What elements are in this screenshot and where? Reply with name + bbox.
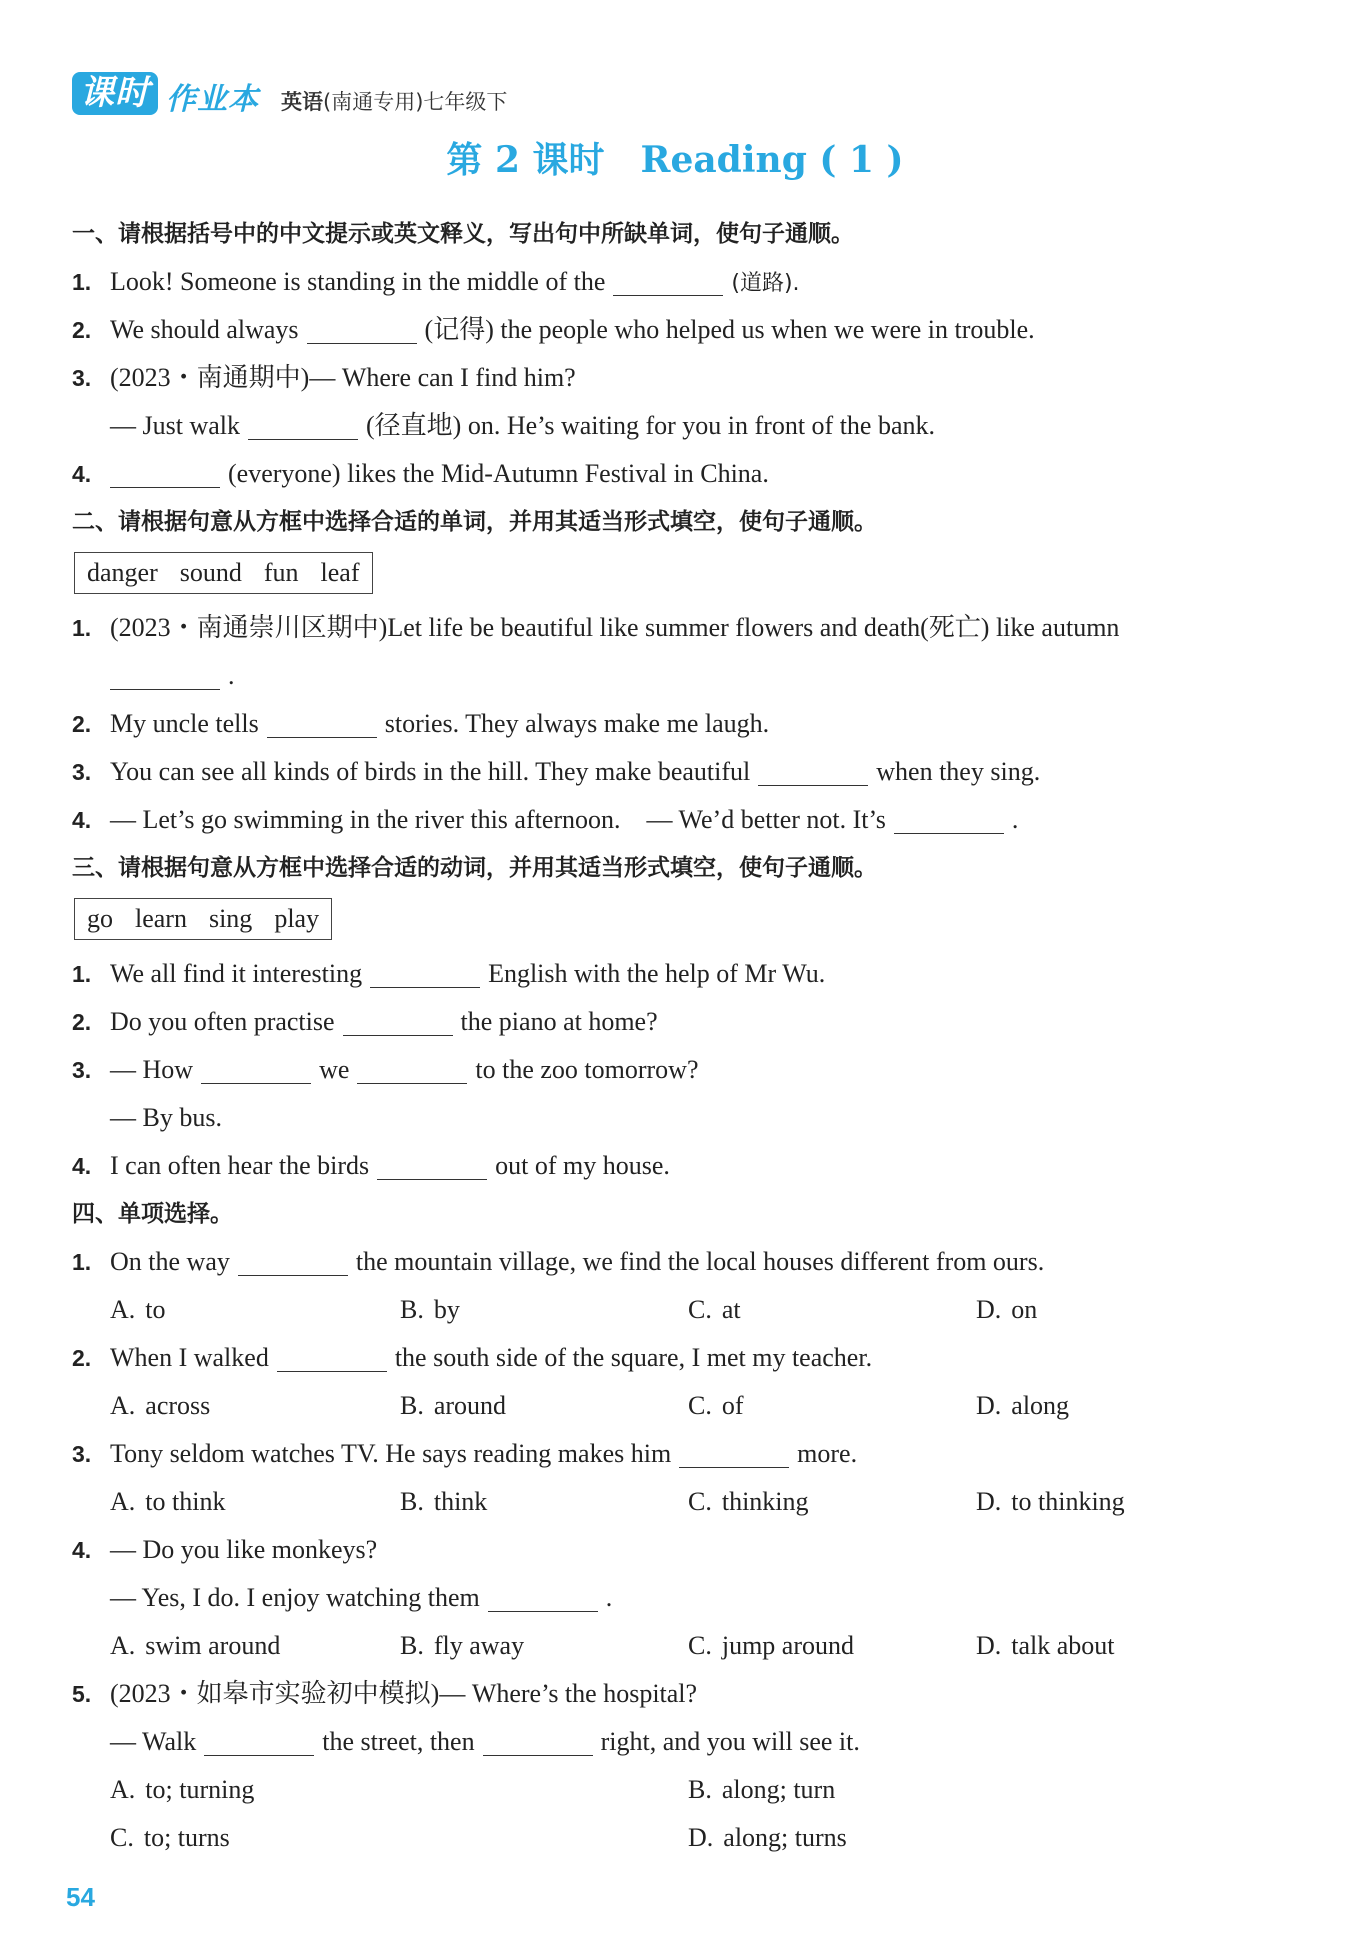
answer-blank[interactable] — [343, 1005, 453, 1036]
option-b[interactable]: B. fly away — [400, 1631, 525, 1660]
answer-blank[interactable] — [370, 957, 480, 988]
option-d[interactable]: D. along; turns — [688, 1823, 847, 1852]
option-d[interactable]: D. on — [976, 1295, 1038, 1324]
option-a[interactable]: A. swim around — [110, 1631, 281, 1660]
option-d[interactable]: D. along — [976, 1391, 1070, 1420]
answer-blank[interactable] — [488, 1581, 598, 1612]
s2-question-3: 3. You can see all kinds of birds in the hill. They make beautiful when they sing. — [72, 757, 1041, 786]
s2-question-1: 1. (2023・南通崇川区期中)Let life be beautiful like summer flowers and death(死亡) like autumn — [72, 613, 1120, 642]
answer-blank[interactable] — [204, 1725, 314, 1756]
answer-blank[interactable] — [613, 265, 723, 296]
s4-q5-options-row-2 — [72, 1814, 1282, 1862]
answer-blank[interactable] — [238, 1245, 348, 1276]
page-number: 54 — [66, 1882, 95, 1912]
s4-question-4-line-2: — Yes, I do. I enjoy watching them . — [110, 1583, 613, 1612]
option-a[interactable]: A. across — [110, 1391, 211, 1420]
verb-box: go learn sing play — [74, 898, 332, 940]
lesson-title: 第 2 课时 Reading ( 1 ) — [446, 139, 904, 181]
answer-blank[interactable] — [377, 1149, 487, 1180]
s1-question-3-line-2: — Just walk (径直地) on. He’s waiting for you in front of the bank. — [110, 411, 936, 440]
s4-question-1: 1. On the way the mountain village, we find the local houses different from ours. — [72, 1247, 1045, 1276]
content — [72, 210, 1282, 1862]
s1-question-4: 4. (everyone) likes the Mid-Autumn Festival in China. — [72, 459, 769, 488]
option-c[interactable]: C. to; turns — [110, 1823, 230, 1852]
s2-question-1-line-2: . — [72, 652, 1282, 700]
option-d[interactable]: D. to thinking — [976, 1487, 1125, 1516]
s3-question-2: 2. Do you often practise the piano at home? — [72, 1007, 658, 1036]
s3-question-3: 3. — How we to the zoo tomorrow? — [72, 1055, 699, 1084]
s2-question-4: 4. — Let’s go swimming in the river this afternoon. — We’d better not. It’s . — [72, 805, 1019, 834]
option-c[interactable]: C. thinking — [688, 1487, 809, 1516]
answer-blank[interactable] — [679, 1437, 789, 1468]
answer-blank[interactable] — [894, 803, 1004, 834]
s4-q5-options-row-1 — [72, 1766, 1282, 1814]
option-a[interactable]: A. to — [110, 1295, 166, 1324]
s4-question-2: 2. When I walked the south side of the square, I met my teacher. — [72, 1343, 873, 1372]
s4-q2-options — [72, 1382, 1282, 1430]
option-c[interactable]: C. at — [688, 1295, 741, 1324]
brand-logo: 课时 — [72, 72, 158, 115]
option-d[interactable]: D. talk about — [976, 1631, 1115, 1660]
s4-question-4: 4. — Do you like monkeys? — [72, 1535, 378, 1564]
s3-question-4: 4. I can often hear the birds out of my house. — [72, 1151, 670, 1180]
answer-blank[interactable] — [307, 313, 417, 344]
s4-question-3: 3. Tony seldom watches TV. He says reading makes him more. — [72, 1439, 858, 1468]
brand-name: 作业本 — [166, 82, 259, 117]
s4-q1-options — [72, 1286, 1282, 1334]
s4-q4-options — [72, 1622, 1282, 1670]
s1-question-1: 1. Look! Someone is standing in the middle of the (道路). — [72, 267, 800, 296]
answer-blank[interactable] — [357, 1053, 467, 1084]
s4-question-5-line-2: — Walk the street, then right, and you will see it. — [110, 1727, 860, 1756]
answer-blank[interactable] — [110, 457, 220, 488]
answer-blank[interactable] — [201, 1053, 311, 1084]
s3-question-3-line-2: — By bus. — [110, 1103, 222, 1132]
brand-header — [72, 72, 507, 115]
option-b[interactable]: B. around — [400, 1391, 507, 1420]
s2-question-2: 2. My uncle tells stories. They always make me laugh. — [72, 709, 770, 738]
s1-question-2: 2. We should always (记得) the people who helped us when we were in trouble. — [72, 315, 1035, 344]
section-4-heading: 四、单项选择。 — [72, 1201, 233, 1227]
s4-q3-options — [72, 1478, 1282, 1526]
option-b[interactable]: B. by — [400, 1295, 460, 1324]
answer-blank[interactable] — [277, 1341, 387, 1372]
option-c[interactable]: C. of — [688, 1391, 744, 1420]
section-3-heading: 三、请根据句意从方框中选择合适的动词，并用其适当形式填空，使句子通顺。 — [72, 855, 877, 881]
s3-question-1: 1. We all find it interesting English with the help of Mr Wu. — [72, 959, 826, 988]
answer-blank[interactable] — [483, 1725, 593, 1756]
s4-question-5: 5. (2023・如皋市实验初中模拟)— Where’s the hospital? — [72, 1679, 698, 1708]
option-b[interactable]: B. along; turn — [688, 1775, 836, 1804]
answer-blank[interactable] — [267, 707, 377, 738]
option-b[interactable]: B. think — [400, 1487, 488, 1516]
word-box: danger sound fun leaf — [74, 552, 373, 594]
option-c[interactable]: C. jump around — [688, 1631, 854, 1660]
section-2-heading: 二、请根据句意从方框中选择合适的单词，并用其适当形式填空，使句子通顺。 — [72, 509, 877, 535]
s1-question-3: 3. (2023・南通期中)— Where can I find him? — [72, 363, 576, 392]
option-a[interactable]: A. to; turning — [110, 1775, 255, 1804]
answer-blank[interactable] — [110, 659, 220, 690]
section-1-heading: 一、请根据括号中的中文提示或英文释义，写出句中所缺单词，使句子通顺。 — [72, 221, 854, 247]
subject-label: 英语(南通专用)七年级下 — [281, 90, 508, 114]
answer-blank[interactable] — [248, 409, 358, 440]
answer-blank[interactable] — [758, 755, 868, 786]
option-a[interactable]: A. to think — [110, 1487, 226, 1516]
